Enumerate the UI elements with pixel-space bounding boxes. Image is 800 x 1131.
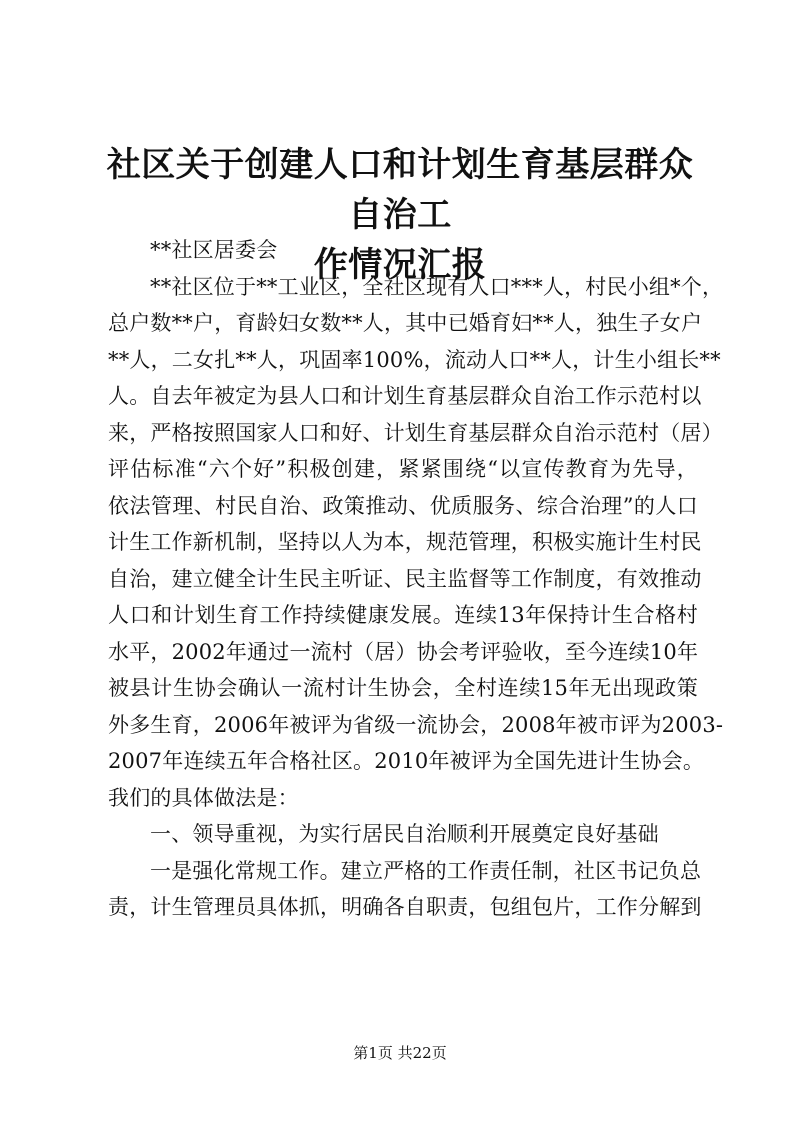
paragraph-line: 一是强化常规工作。建立严格的工作责任制，社区书记负总 [150, 858, 702, 883]
paragraph-line: 依法管理、村民自治、政策推动、优质服务、综合治理”的人口 [108, 493, 698, 518]
title-line: 作情况汇报 [313, 245, 487, 285]
paragraph-line: 我们的具体做法是： [108, 785, 299, 810]
paragraph-line: 2007年连续五年合格社区。2010年被评为全国先进计生协会。 [108, 749, 705, 773]
author-line: **社区居委会 [150, 238, 278, 262]
section-heading: 一、领导重视，为实行居民自治顺利开展奠定良好基础 [150, 822, 659, 846]
document-body [108, 232, 724, 926]
paragraph-line: 来，严格按照国家人口和好、计划生育基层群众自治示范村（居） [108, 420, 723, 445]
paragraph-line: **社区位于**工业区，全社区现有人口***人，村民小组*个， [150, 274, 724, 299]
paragraph-line: 被县计生协会确认一流村计生协会，全村连续15年无出现政策 [108, 676, 698, 700]
page-number-footer: 第1页 共22页 [353, 1044, 447, 1062]
title-line: 社区关于创建人口和计划生育基层群众自治工 [106, 145, 694, 235]
paragraph-line: 人口和计划生育工作持续健康发展。连续13年保持计生合格村 [108, 603, 698, 627]
paragraph-line: **人，二女扎**人，巩固率100%，流动人口**人，计生小组长** [108, 347, 721, 372]
paragraph-line: 总户数**户，育龄妇女数**人，其中已婚育妇**人，独生子女户 [108, 311, 703, 335]
paragraph-line: 计生工作新机制，坚持以人为本，规范管理，积极实施计生村民 [108, 530, 702, 554]
paragraph-line: 外多生育，2006年被评为省级一流协会，2008年被市评为2003- [108, 712, 724, 737]
paragraph-line: 自治，建立健全计生民主听证、民主监督等工作制度，有效推动 [108, 566, 702, 591]
paragraph-line: 人。自去年被定为县人口和计划生育基层群众自治工作示范村以 [108, 384, 702, 408]
paragraph-line: 评估标准“六个好”积极创建，紧紧围绕“以宣传教育为先导， [108, 457, 698, 481]
paragraph-line: 责，计生管理员具体抓，明确各自职责，包组包片，工作分解到 [108, 895, 702, 919]
paragraph-line: 水平，2002年通过一流村（居）协会考评验收，至今连续10年 [108, 639, 699, 664]
